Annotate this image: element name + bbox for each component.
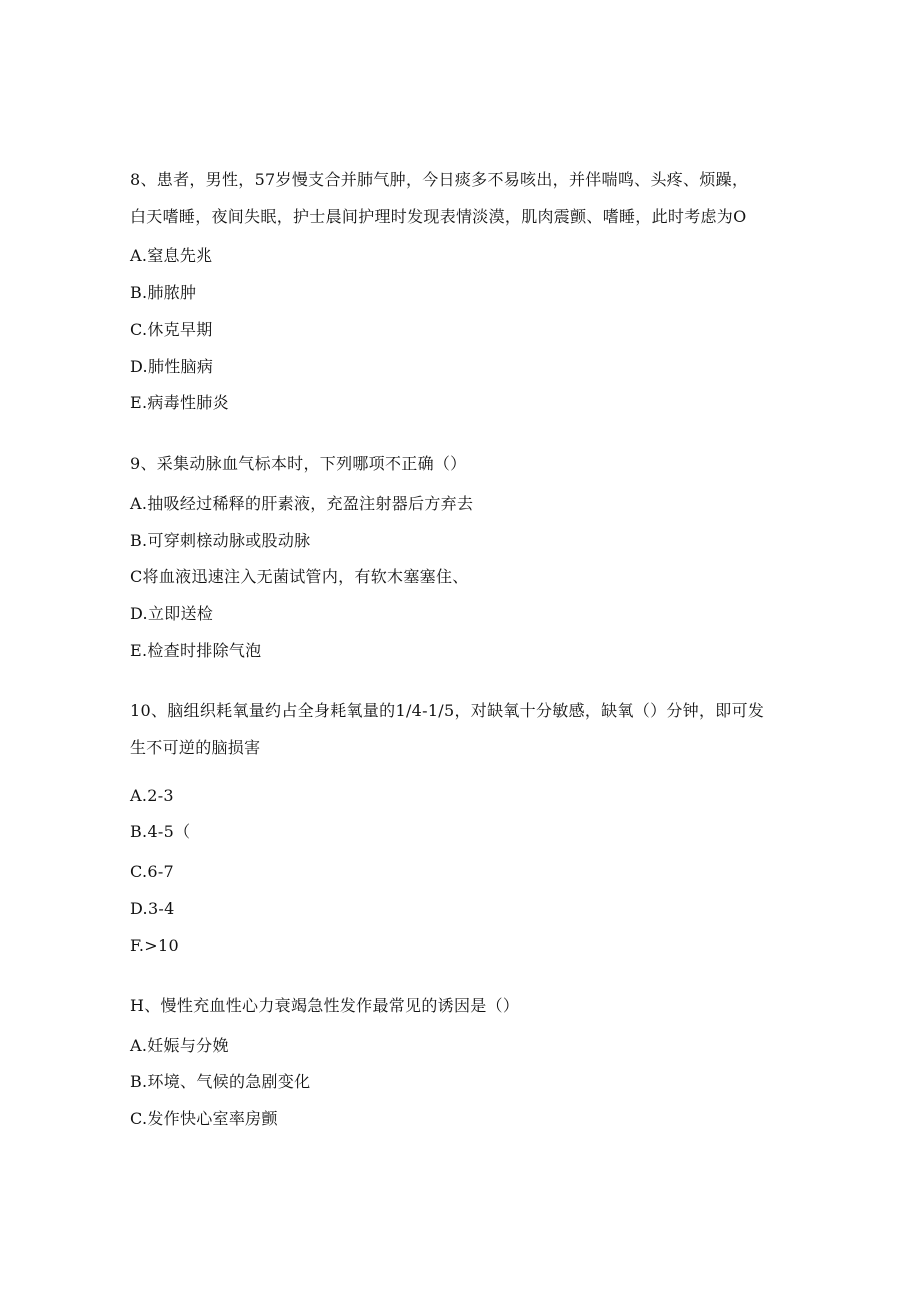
question-9-option-b: B.可穿刺榇动脉或股动脉	[130, 531, 311, 550]
question-8-option-e: E.病毒性肺炎	[130, 393, 229, 412]
question-10-option-c: C.6-7	[130, 862, 175, 881]
question-h-option-b: B.环境、气候的急剧变化	[130, 1072, 311, 1091]
question-10-option-d: D.3-4	[130, 899, 175, 918]
question-10-option-f: F.>10	[130, 936, 179, 955]
question-9-option-e: E.检查时排除气泡	[130, 641, 262, 660]
question-8-stem-line-2: 白天嗜睡，夜间失眠，护士晨间护理时发现表情淡漠，肌肉震颤、嗜睡，此时考虑为O	[130, 207, 747, 226]
question-8-stem-line-1: 8、患者，男性，57岁慢支合并肺气肿，今日痰多不易咳出，并伴喘鸣、头疼、烦躁，	[130, 170, 749, 189]
question-8-option-c: C.休克早期	[130, 320, 213, 339]
question-h-option-a: A.妊娠与分娩	[130, 1036, 229, 1055]
question-9-option-c: C将血液迅速注入无菌试管内，有软木塞塞住、	[130, 567, 469, 586]
question-9-option-d: D.立即送检	[130, 604, 214, 623]
question-9-stem-line-1: 9、采集动脉血气标本时，下列哪项不正确（）	[130, 454, 467, 473]
question-10-stem-line-1: 10、脑组织耗氧量约占全身耗氧量的1/4-1/5，对缺氧十分敏感，缺氧（）分钟，即可发	[130, 701, 765, 720]
question-8-option-a: A.窒息先兆	[130, 246, 213, 265]
question-10-option-a: A.2-3	[130, 786, 174, 805]
question-8-option-d: D.肺性脑病	[130, 357, 214, 376]
question-10-stem-line-2: 生不可逆的脑损害	[130, 738, 261, 757]
question-10-option-b: B.4-5（	[130, 822, 191, 841]
question-8-option-b: B.肺脓肿	[130, 283, 197, 302]
question-h-stem-line-1: H、慢性充血性心力衰竭急性发作最常见的诱因是（）	[130, 996, 520, 1015]
question-9-option-a: A.抽吸经过稀释的肝素液，充盈注射器后方弃去	[130, 494, 474, 513]
question-h-option-c: C.发作快心室率房颤	[130, 1109, 278, 1128]
